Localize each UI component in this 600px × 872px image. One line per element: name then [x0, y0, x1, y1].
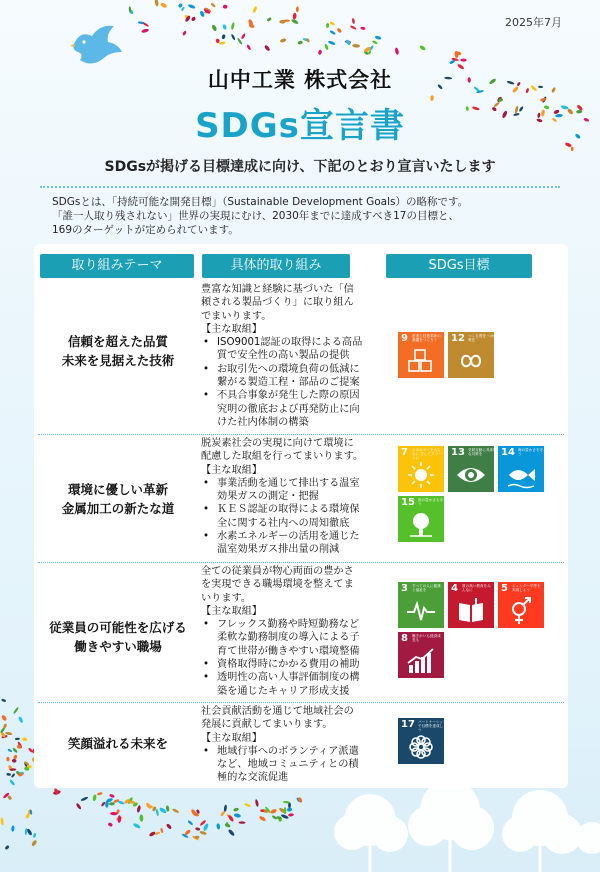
intro-text	[52, 195, 562, 237]
action-line: を実現できる職場環境を整えてま	[201, 579, 354, 591]
confetti-piece	[318, 49, 323, 55]
action-bullet	[201, 671, 385, 698]
confetti-piece	[210, 2, 216, 8]
confetti-piece	[224, 804, 228, 812]
confetti-piece	[0, 817, 4, 825]
action-line: 配慮した取組を行ってまいります。	[201, 451, 364, 463]
confetti-piece	[246, 44, 251, 50]
goal-title: パートナーシップで目標を達成しよう	[418, 720, 447, 733]
confetti-piece	[238, 821, 245, 824]
eye-earth-icon	[456, 461, 486, 489]
confetti-piece	[199, 830, 207, 835]
bullet-line: 極的な交流促進	[217, 772, 289, 784]
confetti-piece	[255, 799, 259, 807]
goal-number: 8	[401, 633, 408, 644]
bullet-line: 究明の徹底および再発防止に向	[217, 403, 360, 415]
confetti-piece	[395, 47, 400, 55]
header-theme: 取り組みテーマ	[40, 254, 194, 278]
confetti-piece	[109, 793, 115, 798]
confetti-piece	[280, 38, 287, 43]
heartbeat-icon	[406, 597, 436, 625]
action-line: いります。	[201, 592, 252, 604]
bullet-line: • 水素エネルギーの活用を通じた	[217, 531, 360, 543]
confetti-piece	[234, 813, 242, 818]
confetti-piece	[12, 747, 18, 753]
bullet-line: など、地域コミュニティとの積	[217, 759, 359, 771]
confetti-piece	[172, 808, 180, 814]
infinity-icon	[456, 347, 486, 375]
bullet-line: 柔軟な勤務制度の導入による子	[217, 632, 360, 644]
action-line: 豊富な知識と経験に基づいた「信	[201, 284, 354, 295]
intro-line: 169のターゲットが定められています。	[52, 224, 239, 236]
bullet-line: 築を通じたキャリア形成支援	[217, 685, 350, 697]
confetti-piece	[142, 22, 149, 27]
theme-text	[38, 734, 198, 753]
confetti-piece	[227, 829, 235, 837]
confetti-piece	[132, 822, 141, 829]
confetti-piece	[195, 827, 200, 831]
confetti-piece	[155, 809, 159, 817]
sdg-goal-3	[398, 582, 444, 628]
bullet-line: 質で安全性の高い製品の提供	[217, 350, 350, 362]
confetti-piece	[460, 58, 466, 61]
bullet-line: 全に関する社内への周知徹底	[217, 517, 350, 529]
action-text	[201, 565, 385, 698]
confetti-piece	[187, 820, 193, 826]
confetti-piece	[5, 731, 13, 735]
confetti-piece	[233, 807, 239, 812]
confetti-piece	[141, 28, 149, 33]
confetti-piece	[352, 44, 360, 48]
confetti-piece	[195, 836, 200, 839]
theme-line: 金属加工の新たな道	[61, 501, 175, 516]
bullet-line: 繋がる製造工程・部品のご提案	[217, 377, 360, 389]
action-line: 社会貢献活動を通じて地域社会の	[201, 706, 354, 717]
cubes-icon	[406, 347, 436, 375]
bullet-line: • 地域行事へのボランティア派遣	[217, 745, 359, 757]
confetti-piece	[270, 808, 278, 814]
confetti-piece	[1, 714, 8, 721]
confetti-piece	[297, 40, 303, 45]
action-text	[201, 437, 385, 557]
confetti-piece	[166, 805, 170, 812]
theme-line: 従業員の可能性を広げる	[49, 620, 187, 635]
confetti-piece	[117, 815, 121, 823]
confetti-piece	[75, 803, 81, 810]
goal-number: 7	[401, 447, 408, 458]
confetti-piece	[178, 3, 183, 9]
action-bullet	[201, 618, 385, 658]
goal-title: つくる責任 つかう責任	[468, 334, 498, 343]
confetti-piece	[160, 2, 168, 9]
confetti-piece	[11, 773, 16, 778]
confetti-piece	[12, 759, 17, 763]
theme-line: 信頼を超えた品質	[67, 334, 168, 349]
intro-line: 「誰一人取り残されない」世界の実現にむけ、2030年までに達成すべき17の目標と、	[52, 210, 459, 222]
confetti-piece	[266, 17, 272, 22]
action-line: 発展に貢献してまいります。	[201, 719, 333, 731]
confetti-piece	[221, 34, 226, 40]
action-line: でまいります。	[201, 310, 272, 322]
confetti-piece	[6, 773, 11, 776]
confetti-piece	[328, 40, 336, 46]
confetti-piece	[231, 34, 236, 41]
confetti-piece	[264, 44, 271, 51]
goal-title: 海の豊かさを守ろう	[518, 448, 547, 457]
goal-title: 産業と技術革新の基盤をつくろう	[412, 334, 441, 343]
growth-icon	[406, 647, 436, 675]
table-row	[38, 280, 564, 435]
confetti-piece	[350, 25, 357, 30]
confetti-piece	[107, 822, 113, 827]
confetti-piece	[181, 6, 185, 11]
confetti-piece	[252, 6, 257, 14]
bird-icon	[70, 22, 124, 68]
sdg-goal-8	[398, 632, 444, 678]
gender-icon	[506, 597, 536, 625]
bullet-line: 育て世帯が働きやすい環境整備	[217, 645, 360, 657]
confetti-piece	[244, 803, 251, 808]
theme-text	[38, 332, 198, 370]
confetti-piece	[136, 805, 141, 813]
bullet-line: • お取引先への環境負荷の低減に	[217, 363, 360, 375]
main-actions-label: 【主な取組】	[201, 323, 263, 335]
confetti-piece	[25, 828, 28, 835]
goal-number: 3	[401, 583, 408, 594]
goal-title: エネルギーをみんなに そしてクリーンに	[412, 448, 442, 461]
page-title: SDGs宣言書	[195, 106, 405, 146]
confetti-piece	[7, 748, 12, 752]
theme-line: 働きやすい職場	[74, 639, 162, 654]
confetti-piece	[223, 5, 228, 9]
goal-number: 5	[501, 583, 508, 594]
bullet-line: • 不具合事象が発生した際の原因	[217, 390, 360, 402]
bullet-line: • ＫＥＳ認証の取得による環境保	[217, 504, 360, 516]
trees-decoration	[300, 780, 600, 872]
confetti-piece	[215, 38, 220, 43]
bullet-line: けた社内体制の構築	[217, 416, 309, 428]
confetti-piece	[160, 828, 164, 833]
bullet-line: 温室効果ガス排出量の削減	[217, 544, 340, 556]
confetti-piece	[374, 35, 381, 40]
confetti-piece	[352, 18, 355, 24]
main-actions-label: 【主な取組】	[201, 464, 263, 476]
confetti-piece	[571, 147, 574, 152]
confetti-piece	[191, 16, 197, 22]
confetti-piece	[188, 4, 196, 10]
main-actions-label: 【主な取組】	[201, 732, 263, 744]
action-text	[201, 283, 385, 429]
bullet-line: 効果ガスの測定・把握	[217, 491, 319, 503]
confetti-piece	[211, 24, 217, 32]
book-icon	[456, 597, 486, 625]
sdg-goal-5	[498, 582, 544, 628]
divider	[40, 186, 560, 188]
bullet-line: • ISO9001認証の取得による高品	[217, 337, 363, 349]
bullet-line: • 透明性の高い人事評価制度の構	[217, 672, 360, 684]
action-bullet	[201, 336, 385, 363]
table-row	[38, 434, 564, 563]
sdg-goal-4	[448, 582, 494, 628]
goal-title: 気候変動に具体的な対策を	[468, 448, 497, 457]
company-name: 山中工業 株式会社	[207, 68, 393, 92]
action-bullets	[201, 745, 385, 785]
sdg-goal-9	[398, 332, 444, 378]
confetti-piece	[31, 839, 38, 846]
sun-icon	[406, 461, 436, 489]
theme-text	[38, 480, 198, 518]
goal-title: 働きがいも経済成長も	[412, 634, 441, 643]
confetti-piece	[80, 796, 88, 802]
issue-date: 2025年7月	[505, 16, 562, 29]
theme-line: 未来を見据えた技術	[61, 353, 175, 368]
confetti-piece	[154, 0, 159, 7]
action-bullet	[201, 658, 385, 671]
confetti-piece	[287, 807, 293, 812]
confetti-piece	[288, 813, 294, 817]
fish-icon	[506, 461, 536, 489]
confetti-piece	[9, 779, 16, 786]
confetti-piece	[1, 698, 6, 702]
confetti-piece	[22, 737, 28, 741]
confetti-piece	[109, 802, 115, 805]
confetti-piece	[329, 30, 336, 36]
sdg-goal-17	[398, 718, 447, 764]
bullet-line: • 事業活動を通じて排出する温室	[217, 477, 360, 489]
confetti-piece	[292, 13, 296, 20]
header-goals: SDGs目標	[386, 254, 532, 278]
goal-number: 4	[451, 583, 458, 594]
confetti-piece	[284, 807, 287, 814]
confetti-piece	[222, 24, 227, 30]
theme-line: 笑顔溢れる未来を	[67, 736, 168, 751]
confetti-piece	[182, 30, 187, 36]
confetti-piece	[139, 814, 143, 821]
confetti-piece	[296, 6, 299, 12]
confetti-piece	[216, 823, 220, 830]
confetti-piece	[259, 815, 267, 822]
sdg-goal-14	[498, 446, 547, 492]
confetti-piece	[336, 27, 342, 33]
confetti-piece	[101, 801, 106, 807]
goal-title: ジェンダー平等を実現しよう	[512, 584, 541, 593]
confetti-piece	[15, 738, 20, 741]
confetti-piece	[6, 757, 9, 761]
action-line: 全ての従業員が物心両面の豊かさ	[201, 566, 354, 577]
confetti-piece	[26, 828, 33, 836]
flower-icon	[406, 733, 436, 761]
action-bullet	[201, 503, 385, 530]
action-line: 頼される製品づくり」に取り組ん	[201, 297, 354, 309]
goal-title: 陸の豊かさも守ろう	[418, 498, 447, 507]
action-bullet	[201, 363, 385, 390]
action-bullet	[201, 389, 385, 429]
action-line: 脱炭素社会の実現に向けて環境に	[201, 438, 354, 449]
confetti-piece	[231, 22, 235, 30]
confetti-piece	[97, 792, 103, 796]
bullet-line: • フレックス勤務や時短勤務など	[217, 619, 360, 631]
confetti-piece	[360, 26, 366, 30]
confetti-piece	[241, 33, 246, 40]
table-row	[38, 562, 564, 703]
confetti-piece	[326, 23, 329, 28]
confetti-piece	[13, 707, 19, 715]
confetti-piece	[324, 44, 329, 51]
confetti-piece	[92, 794, 97, 801]
goal-number: 17	[401, 719, 415, 730]
theme-text	[38, 618, 198, 656]
theme-line: 環境に優しい革新	[67, 482, 168, 497]
goal-number: 14	[501, 447, 515, 458]
confetti-piece	[33, 833, 37, 838]
action-text	[201, 705, 385, 785]
confetti-piece	[219, 41, 226, 45]
bullet-line: • 資格取得時にかかる費用の補助	[217, 659, 360, 671]
confetti-piece	[18, 716, 24, 723]
header-actions: 具体的取り組み	[202, 254, 350, 278]
action-bullets	[201, 618, 385, 698]
sdg-goal-15	[398, 496, 447, 542]
page-subtitle: SDGsが掲げる目標達成に向け、下記のとおり宣言いたします	[104, 159, 496, 175]
goal-number: 12	[451, 333, 465, 344]
confetti-piece	[372, 40, 378, 45]
intro-line: SDGsとは、「持続可能な開発目標」（Sustainable Development Goals）の略称です。	[52, 196, 469, 208]
confetti-piece	[199, 10, 205, 17]
confetti-piece	[329, 21, 335, 26]
confetti-piece	[4, 845, 9, 850]
confetti-piece	[419, 45, 426, 51]
goal-title: すべての人に健康と福祉を	[412, 584, 441, 593]
tree-icon	[406, 511, 436, 539]
action-bullets	[201, 336, 385, 429]
goal-number: 15	[401, 497, 415, 508]
action-bullet	[201, 745, 385, 785]
action-bullet	[201, 530, 385, 557]
goal-title: 質の高い教育をみんなに	[462, 584, 491, 593]
action-bullets	[201, 477, 385, 557]
goal-number: 9	[401, 333, 408, 344]
table-row	[38, 702, 564, 788]
action-bullet	[201, 477, 385, 504]
sdg-goal-7	[398, 446, 444, 492]
goal-number: 13	[451, 447, 465, 458]
sdg-goal-13	[448, 446, 497, 492]
confetti-piece	[11, 825, 15, 832]
sdg-goal-12	[448, 332, 498, 378]
confetti-piece	[166, 823, 173, 830]
main-actions-label: 【主な取組】	[201, 605, 263, 617]
